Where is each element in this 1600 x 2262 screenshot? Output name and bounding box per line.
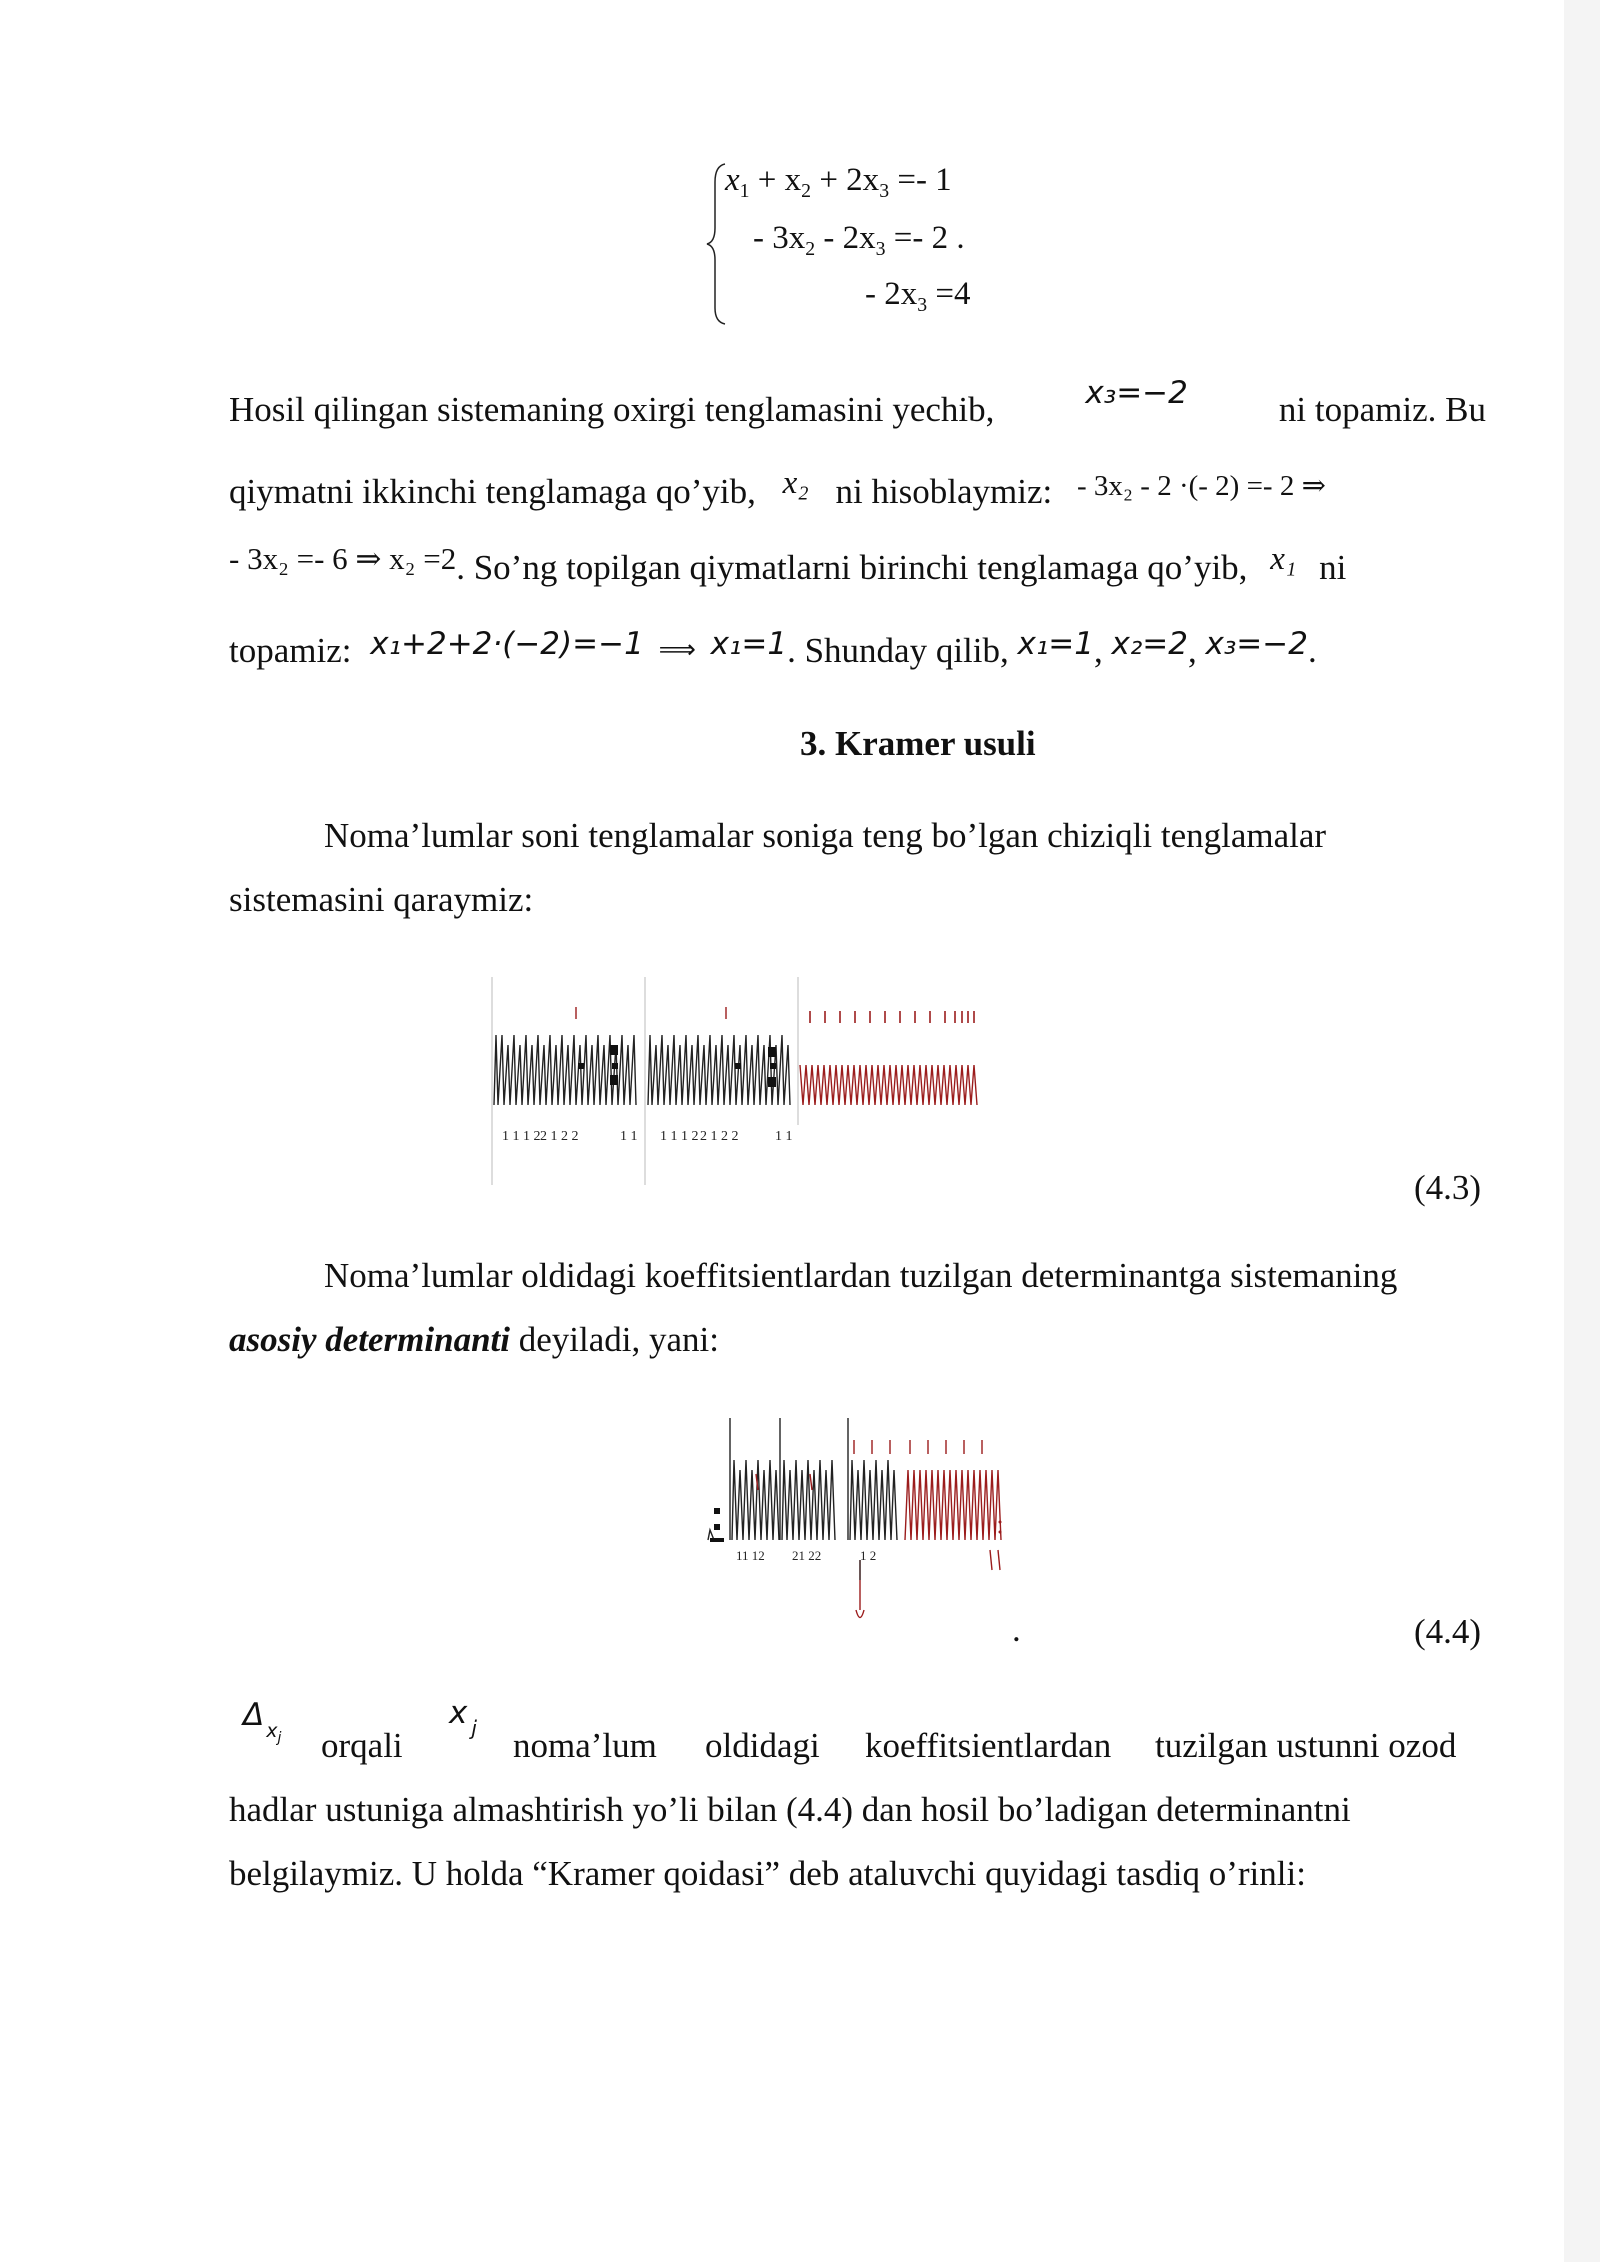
system-row-3: - $2x_3 =4$ — [865, 276, 971, 316]
para3-line2: asosiy determinanti deyiladi, yani: — [229, 1320, 719, 1359]
garbled-system-equation-image — [480, 975, 1000, 1185]
svg-text:2 1 2 2: 2 1 2 2 — [700, 1129, 739, 1144]
para4-line1: Δ $_{x_j}$ orqali x $_j$ noma’lum oldidagi koeffitsientlardan tuzilgan ustunni ozod — [243, 1695, 1457, 1765]
equation-4-4-dot: . — [1012, 1610, 1021, 1649]
system-of-equations — [705, 158, 1035, 328]
para2-line2: sistemasini qaraymiz: — [229, 880, 534, 919]
svg-text:21 22: 21 22 — [792, 1548, 822, 1563]
page-margin-shade — [1564, 0, 1600, 2262]
svg-text:2 1 2 2: 2 1 2 2 — [540, 1129, 579, 1144]
delta-symbol: Δ $_{x_j}$ — [243, 1697, 282, 1746]
system-row-2: - $3x_2 - 2x_3 =- 2$ . — [753, 220, 965, 260]
para4-line2: hadlar ustuniga almashtirish yo’li bilan (4.4) dan hosil bo’ladigan determinantni — [229, 1790, 1351, 1829]
para4-line3: belgilaymiz. U holda “Kramer qoidasi” deb ataluvchi quyidagi tasdiq o’rinli: — [229, 1854, 1306, 1893]
svg-text:1 1: 1 1 — [775, 1129, 793, 1144]
svg-text:11 12: 11 12 — [736, 1548, 765, 1563]
equation-number-4-4: (4.4) — [1414, 1612, 1482, 1651]
para3-line1: Noma’lumlar oldidagi koeffitsientlardan tuzilgan determinantga sistemaning — [324, 1256, 1398, 1295]
para1-line1: Hosil qilingan sistemaning oxirgi tenglamasini yechib, x₃=−2 ni topamiz. Bu — [229, 375, 1486, 429]
para1-line2: qiymatni ikkinchi tenglamaga qo’yib, x₂ ni hisoblaymiz: $^{- 3x_2 - 2 \cdot(- 2) =- 2 \Rightarrow}$ — [229, 465, 1326, 511]
para1-line4: topamiz: x₁+2+2·(−2)=−1 ⟹ x₁=1. Shunday qilib, x₁=1, x₂=2, x₃=−2. — [229, 626, 1317, 670]
svg-text:1 1: 1 1 — [620, 1129, 638, 1144]
para1-line3: - 3x₂ =- 6 ⇒ x₂ =2. So’ng topilgan qiymatlarni birinchi tenglamaga qo’yib, x₁ ni — [229, 541, 1347, 587]
section-heading: 3. Kramer usuli — [800, 724, 1036, 763]
svg-text:1 1 1 2: 1 1 1 2 — [660, 1129, 699, 1144]
xj-symbol: x $_j$ — [449, 1695, 477, 1740]
garbled-determinant-image — [700, 1410, 1020, 1640]
system-row-1: $x_1 + x_2 + 2x_3 =- 1$ — [725, 162, 952, 202]
equation-number-4-3: (4.3) — [1414, 1168, 1482, 1207]
svg-text:1 1 1 2: 1 1 1 2 — [502, 1129, 541, 1144]
svg-text:1 2: 1 2 — [860, 1548, 877, 1563]
para2-line1: Noma’lumlar soni tenglamalar soniga teng bo’lgan chiziqli tenglamalar — [324, 816, 1327, 855]
